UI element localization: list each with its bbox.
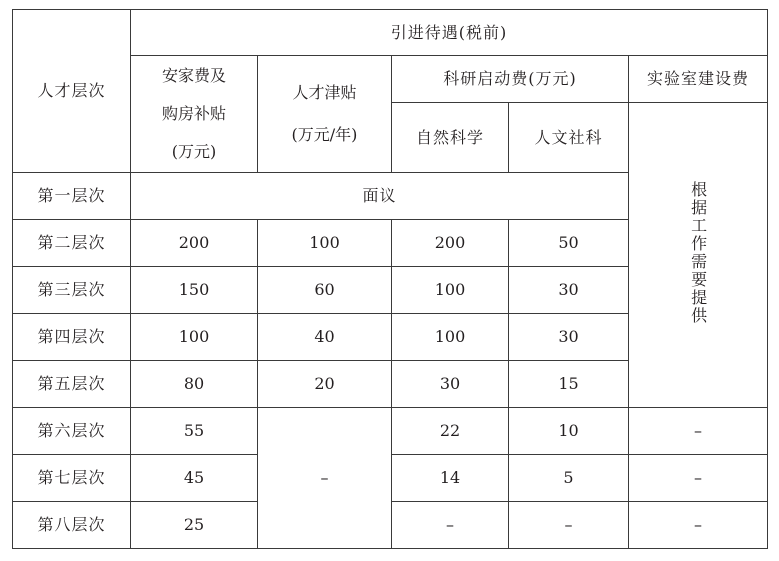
humanities-cell: 15 — [509, 361, 629, 408]
humanities-cell: 30 — [509, 314, 629, 361]
housing-cell: 100 — [131, 314, 258, 361]
humanities-header: 人文社科 — [509, 103, 629, 173]
allowance-cell: 60 — [258, 267, 392, 314]
natural-science-cell: 200 — [392, 220, 509, 267]
natural-science-cell: 100 — [392, 314, 509, 361]
lab-header: 实验室建设费 — [629, 56, 768, 103]
level-cell: 第八层次 — [13, 502, 131, 549]
housing-cell: 150 — [131, 267, 258, 314]
housing-header — [131, 56, 258, 173]
natural-science-cell: 30 — [392, 361, 509, 408]
humanities-cell: 30 — [509, 267, 629, 314]
allowance-merged-cell: – — [258, 408, 392, 549]
allowance-header-line1: 人才津贴 — [292, 83, 357, 102]
humanities-cell: – — [509, 502, 629, 549]
allowance-cell: 40 — [258, 314, 392, 361]
level-cell: 第三层次 — [13, 267, 131, 314]
allowance-header-line2: (万元/年) — [291, 125, 358, 144]
humanities-cell: 5 — [509, 455, 629, 502]
housing-cell: 25 — [131, 502, 258, 549]
natural-science-header: 自然科学 — [392, 103, 509, 173]
negotiable-cell: 面议 — [131, 173, 629, 220]
allowance-header — [258, 56, 392, 173]
lab-cell: – — [629, 502, 768, 549]
housing-header-line3: (万元) — [171, 142, 217, 161]
housing-cell: 55 — [131, 408, 258, 455]
natural-science-cell: 22 — [392, 408, 509, 455]
level-cell: 第二层次 — [13, 220, 131, 267]
lab-cell: – — [629, 408, 768, 455]
natural-science-cell: 14 — [392, 455, 509, 502]
level-cell: 第五层次 — [13, 361, 131, 408]
housing-header-line2: 购房补贴 — [161, 104, 226, 123]
lab-note: 根据工作需要提供 — [688, 180, 708, 325]
housing-cell: 45 — [131, 455, 258, 502]
lab-note-cell — [629, 103, 768, 408]
housing-cell: 80 — [131, 361, 258, 408]
talent-benefits-table — [12, 9, 768, 549]
housing-cell: 200 — [131, 220, 258, 267]
research-header: 科研启动费(万元) — [392, 56, 629, 103]
natural-science-cell: 100 — [392, 267, 509, 314]
allowance-cell: 100 — [258, 220, 392, 267]
talent-level-header: 人才层次 — [13, 10, 131, 173]
level-cell: 第七层次 — [13, 455, 131, 502]
benefits-header: 引进待遇(税前) — [131, 10, 768, 56]
natural-science-cell: – — [392, 502, 509, 549]
housing-header-line1: 安家费及 — [161, 66, 226, 85]
allowance-cell: 20 — [258, 361, 392, 408]
level-cell: 第四层次 — [13, 314, 131, 361]
table-row — [13, 408, 768, 455]
humanities-cell: 10 — [509, 408, 629, 455]
level-cell: 第一层次 — [13, 173, 131, 220]
lab-cell: – — [629, 455, 768, 502]
level-cell: 第六层次 — [13, 408, 131, 455]
humanities-cell: 50 — [509, 220, 629, 267]
